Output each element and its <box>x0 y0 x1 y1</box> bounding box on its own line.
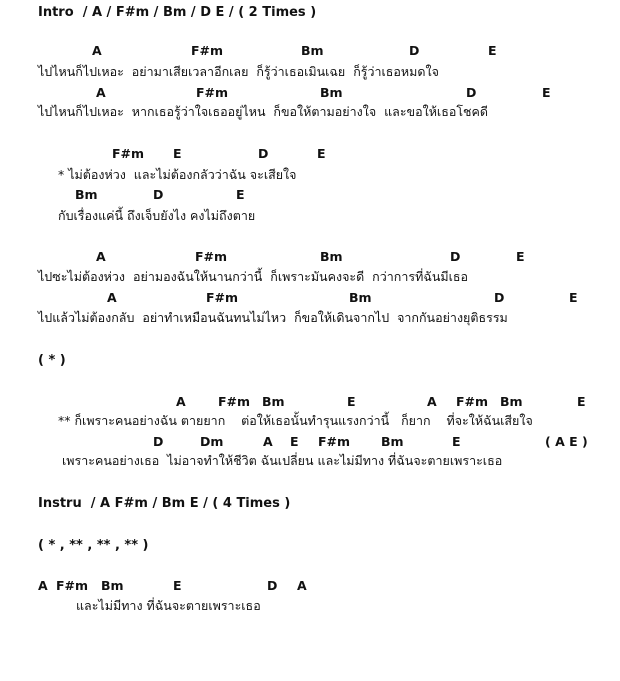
chord: A <box>38 578 48 593</box>
chord: A <box>96 249 106 264</box>
chord: Bm <box>262 394 285 409</box>
chorus2-lyric-1: ** ก็เพราะคนอย่างฉัน ตายยาก ต่อให้เธอนั้นทำรุนแรงกว่านี้ ก็ยาก ที่จะให้ฉันเสียใจ <box>58 413 533 428</box>
repeat-chorus-marker: ( * ) <box>38 353 66 368</box>
chord: D <box>153 434 164 449</box>
chord: F#m <box>112 146 145 161</box>
chorus2-chords-1 <box>0 396 620 410</box>
chord: E <box>347 394 356 409</box>
chord: D <box>258 146 269 161</box>
chord: Bm <box>500 394 523 409</box>
verse1-chords-2 <box>0 87 620 101</box>
chord: A <box>263 434 273 449</box>
outro-lyric: และไม่มีทาง ที่ฉันจะตายเพราะเธอ <box>76 598 261 613</box>
chord: Bm <box>301 43 324 58</box>
chord: F#m <box>318 434 351 449</box>
chord: F#m <box>218 394 251 409</box>
chord: Bm <box>101 578 124 593</box>
chord: E <box>236 187 245 202</box>
outro-chords <box>0 580 620 594</box>
chord: E <box>317 146 326 161</box>
chord: F#m <box>195 249 228 264</box>
chord: E <box>569 290 578 305</box>
chord: E <box>516 249 525 264</box>
verse2-lyric-1: ไปซะไม่ต้องห่วง อย่ามองฉันให้นานกว่านี้ ก็เพราะมันคงจะดี กว่าการที่ฉันมีเธอ <box>38 269 469 284</box>
chord: F#m <box>56 578 89 593</box>
verse1-lyric-1: ไปไหนก็ไปเหอะ อย่ามาเสียเวลาอีกเลย ก็รู้ว่าเธอเมินเฉย ก็รู้ว่าเธอหมดใจ <box>38 64 439 79</box>
chord: E <box>173 146 182 161</box>
verse2-lyric-2: ไปแล้วไม่ต้องกลับ อย่าทำเหมือนฉันทนไม่ไหว ก็ขอให้เดินจากไป จากกันอย่างยุติธรรม <box>38 310 508 325</box>
verse2-chords-2 <box>0 292 620 306</box>
intro-line: Intro / A / F#m / Bm / D E / ( 2 Times ) <box>38 5 317 20</box>
chord: Bm <box>320 85 343 100</box>
chord: A <box>427 394 437 409</box>
chord: A <box>107 290 117 305</box>
chord: E <box>488 43 497 58</box>
verse1-lyric-2: ไปไหนก็ไปเหอะ หากเธอรู้ว่าใจเธออยู่ไหน ก็ขอให้ตามอย่างใจ และขอให้เธอโชคดี <box>38 104 489 119</box>
chord: E <box>542 85 551 100</box>
verse2-chords-1 <box>0 251 620 265</box>
chord: ( A E ) <box>545 434 588 449</box>
chord: F#m <box>196 85 229 100</box>
chorus2-chords-2 <box>0 436 620 450</box>
chord: Bm <box>320 249 343 264</box>
chord: D <box>466 85 477 100</box>
chord: A <box>176 394 186 409</box>
chord: D <box>153 187 164 202</box>
chord: D <box>494 290 505 305</box>
chord: E <box>290 434 299 449</box>
chord: Bm <box>75 187 98 202</box>
chord: F#m <box>456 394 489 409</box>
chord: D <box>409 43 420 58</box>
chorus2-lyric-2: เพราะคนอย่างเธอ ไม่อาจทำให้ชีวิต ฉันเปลี่ยน และไม่มีทาง ที่ฉันจะตายเพราะเธอ <box>62 453 503 468</box>
chord: A <box>297 578 307 593</box>
chorus1-lyric-2: กับเรื่องแค่นี้ ถึงเจ็บยังไง คงไม่ถึงตาย <box>58 208 256 223</box>
chord: Bm <box>381 434 404 449</box>
chord: E <box>577 394 586 409</box>
chorus1-chords-2 <box>0 189 620 203</box>
chorus1-lyric-1: * ไม่ต้องห่วง และไม่ต้องกลัวว่าฉัน จะเสียใจ <box>58 167 297 182</box>
chord: E <box>452 434 461 449</box>
chord: E <box>173 578 182 593</box>
chorus1-chords-1 <box>0 148 620 162</box>
chord: F#m <box>206 290 239 305</box>
instru-line: Instru / A F#m / Bm E / ( 4 Times ) <box>38 496 291 511</box>
chord: F#m <box>191 43 224 58</box>
chord: A <box>96 85 106 100</box>
chord: Bm <box>349 290 372 305</box>
verse1-chords-1 <box>0 45 620 59</box>
chord: A <box>92 43 102 58</box>
repeat-sequence-marker: ( * , ** , ** , ** ) <box>38 538 149 553</box>
chord: D <box>450 249 461 264</box>
chord: D <box>267 578 278 593</box>
chord: Dm <box>200 434 224 449</box>
